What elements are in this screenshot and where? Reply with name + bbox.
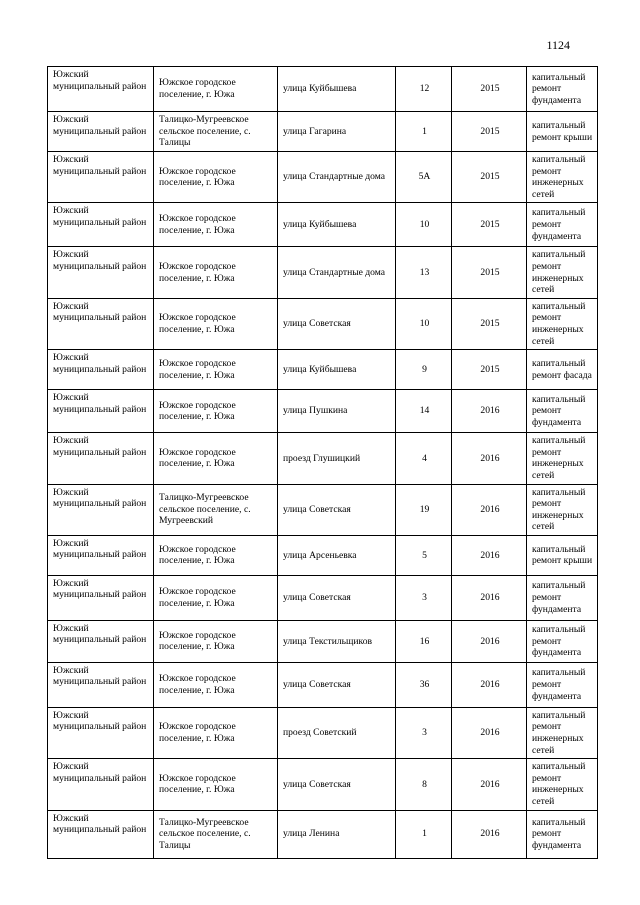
settlement-cell: Южское городское поселение, г. Южа bbox=[154, 662, 278, 707]
street-cell: улица Советская bbox=[278, 575, 396, 620]
house-number-cell: 10 bbox=[396, 203, 452, 247]
district-cell: Южский муниципальный район bbox=[48, 298, 154, 349]
district-cell: Южский муниципальный район bbox=[48, 203, 154, 247]
year-cell: 2016 bbox=[452, 662, 527, 707]
house-number-cell: 4 bbox=[396, 433, 452, 484]
table-row bbox=[48, 484, 598, 535]
house-number-cell: 10 bbox=[396, 298, 452, 349]
table-row bbox=[48, 112, 598, 152]
table-row bbox=[48, 575, 598, 620]
table-row bbox=[48, 298, 598, 349]
district-cell: Южский муниципальный район bbox=[48, 575, 154, 620]
district-cell: Южский муниципальный район bbox=[48, 620, 154, 662]
table-row bbox=[48, 620, 598, 662]
work-type-cell: капитальный ремонт фундамента bbox=[527, 662, 598, 707]
work-type-cell: капитальный ремонт фундамента bbox=[527, 620, 598, 662]
street-cell: улица Пушкина bbox=[278, 390, 396, 433]
table-row bbox=[48, 390, 598, 433]
settlement-cell: Талицко-Мугреевское сельское поселение, с. Талицы bbox=[154, 112, 278, 152]
house-number-cell: 16 bbox=[396, 620, 452, 662]
district-cell: Южский муниципальный район bbox=[48, 247, 154, 298]
year-cell: 2016 bbox=[452, 433, 527, 484]
house-number-cell: 3 bbox=[396, 575, 452, 620]
settlement-cell: Южское городское поселение, г. Южа bbox=[154, 535, 278, 575]
table-row bbox=[48, 203, 598, 247]
work-type-cell: капитальный ремонт инженерных сетей bbox=[527, 759, 598, 810]
street-cell: проезд Глушицкий bbox=[278, 433, 396, 484]
house-number-cell: 8 bbox=[396, 759, 452, 810]
settlement-cell: Южское городское поселение, г. Южа bbox=[154, 203, 278, 247]
work-type-cell: капитальный ремонт фундамента bbox=[527, 810, 598, 858]
settlement-cell: Южское городское поселение, г. Южа bbox=[154, 433, 278, 484]
house-number-cell: 1 bbox=[396, 112, 452, 152]
street-cell: улица Куйбышева bbox=[278, 203, 396, 247]
table-row bbox=[48, 152, 598, 203]
house-number-cell: 19 bbox=[396, 484, 452, 535]
district-cell: Южский муниципальный район bbox=[48, 810, 154, 858]
district-cell: Южский муниципальный район bbox=[48, 484, 154, 535]
settlement-cell: Южское городское поселение, г. Южа bbox=[154, 350, 278, 390]
table-row bbox=[48, 350, 598, 390]
street-cell: улица Куйбышева bbox=[278, 67, 396, 112]
street-cell: улица Ленина bbox=[278, 810, 396, 858]
year-cell: 2016 bbox=[452, 484, 527, 535]
year-cell: 2015 bbox=[452, 152, 527, 203]
work-type-cell: капитальный ремонт фундамента bbox=[527, 575, 598, 620]
street-cell: улица Куйбышева bbox=[278, 350, 396, 390]
work-type-cell: капитальный ремонт инженерных сетей bbox=[527, 707, 598, 758]
street-cell: проезд Советский bbox=[278, 707, 396, 758]
district-cell: Южский муниципальный район bbox=[48, 535, 154, 575]
street-cell: улица Арсеньевка bbox=[278, 535, 396, 575]
year-cell: 2015 bbox=[452, 247, 527, 298]
street-cell: улица Стандартные дома bbox=[278, 152, 396, 203]
settlement-cell: Южское городское поселение, г. Южа bbox=[154, 575, 278, 620]
work-type-cell: капитальный ремонт фундамента bbox=[527, 67, 598, 112]
settlement-cell: Талицко-Мугреевское сельское поселение, с. Мугреевский bbox=[154, 484, 278, 535]
table-row bbox=[48, 707, 598, 758]
district-cell: Южский муниципальный район bbox=[48, 662, 154, 707]
table-row bbox=[48, 247, 598, 298]
work-type-cell: капитальный ремонт крыши bbox=[527, 112, 598, 152]
street-cell: улица Стандартные дома bbox=[278, 247, 396, 298]
work-type-cell: капитальный ремонт инженерных сетей bbox=[527, 298, 598, 349]
house-number-cell: 1 bbox=[396, 810, 452, 858]
house-number-cell: 14 bbox=[396, 390, 452, 433]
year-cell: 2016 bbox=[452, 707, 527, 758]
house-number-cell: 12 bbox=[396, 67, 452, 112]
work-type-cell: капитальный ремонт инженерных сетей bbox=[527, 247, 598, 298]
table-row bbox=[48, 67, 598, 112]
settlement-cell: Южское городское поселение, г. Южа bbox=[154, 707, 278, 758]
work-type-cell: капитальный ремонт инженерных сетей bbox=[527, 433, 598, 484]
table-row bbox=[48, 535, 598, 575]
settlement-cell: Южское городское поселение, г. Южа bbox=[154, 298, 278, 349]
house-number-cell: 3 bbox=[396, 707, 452, 758]
house-number-cell: 9 bbox=[396, 350, 452, 390]
street-cell: улица Советская bbox=[278, 662, 396, 707]
district-cell: Южский муниципальный район bbox=[48, 433, 154, 484]
house-number-cell: 13 bbox=[396, 247, 452, 298]
table-row bbox=[48, 759, 598, 810]
year-cell: 2015 bbox=[452, 67, 527, 112]
page-number: 1124 bbox=[546, 38, 570, 52]
district-cell: Южский муниципальный район bbox=[48, 67, 154, 112]
year-cell: 2016 bbox=[452, 535, 527, 575]
year-cell: 2016 bbox=[452, 390, 527, 433]
street-cell: улица Советская bbox=[278, 298, 396, 349]
district-cell: Южский муниципальный район bbox=[48, 152, 154, 203]
year-cell: 2015 bbox=[452, 112, 527, 152]
table-body bbox=[48, 67, 598, 859]
year-cell: 2016 bbox=[452, 759, 527, 810]
settlement-cell: Южское городское поселение, г. Южа bbox=[154, 247, 278, 298]
settlement-cell: Южское городское поселение, г. Южа bbox=[154, 152, 278, 203]
year-cell: 2016 bbox=[452, 620, 527, 662]
district-cell: Южский муниципальный район bbox=[48, 707, 154, 758]
house-number-cell: 5А bbox=[396, 152, 452, 203]
settlement-cell: Южское городское поселение, г. Южа bbox=[154, 759, 278, 810]
work-type-cell: капитальный ремонт инженерных сетей bbox=[527, 484, 598, 535]
district-cell: Южский муниципальный район bbox=[48, 112, 154, 152]
work-type-cell: капитальный ремонт крыши bbox=[527, 535, 598, 575]
work-type-cell: капитальный ремонт фундамента bbox=[527, 390, 598, 433]
district-cell: Южский муниципальный район bbox=[48, 759, 154, 810]
settlement-cell: Южское городское поселение, г. Южа bbox=[154, 620, 278, 662]
street-cell: улица Гагарина bbox=[278, 112, 396, 152]
settlement-cell: Талицко-Мугреевское сельское поселение, с. Талицы bbox=[154, 810, 278, 858]
table-row bbox=[48, 810, 598, 858]
work-type-cell: капитальный ремонт фундамента bbox=[527, 203, 598, 247]
street-cell: улица Советская bbox=[278, 484, 396, 535]
year-cell: 2015 bbox=[452, 203, 527, 247]
house-number-cell: 36 bbox=[396, 662, 452, 707]
settlement-cell: Южское городское поселение, г. Южа bbox=[154, 67, 278, 112]
house-number-cell: 5 bbox=[396, 535, 452, 575]
year-cell: 2016 bbox=[452, 810, 527, 858]
table-row bbox=[48, 662, 598, 707]
street-cell: улица Советская bbox=[278, 759, 396, 810]
work-type-cell: капитальный ремонт инженерных сетей bbox=[527, 152, 598, 203]
year-cell: 2015 bbox=[452, 350, 527, 390]
district-cell: Южский муниципальный район bbox=[48, 350, 154, 390]
repair-schedule-table bbox=[47, 66, 598, 859]
table-row bbox=[48, 433, 598, 484]
street-cell: улица Текстильщиков bbox=[278, 620, 396, 662]
district-cell: Южский муниципальный район bbox=[48, 390, 154, 433]
work-type-cell: капитальный ремонт фасада bbox=[527, 350, 598, 390]
year-cell: 2015 bbox=[452, 298, 527, 349]
settlement-cell: Южское городское поселение, г. Южа bbox=[154, 390, 278, 433]
year-cell: 2016 bbox=[452, 575, 527, 620]
